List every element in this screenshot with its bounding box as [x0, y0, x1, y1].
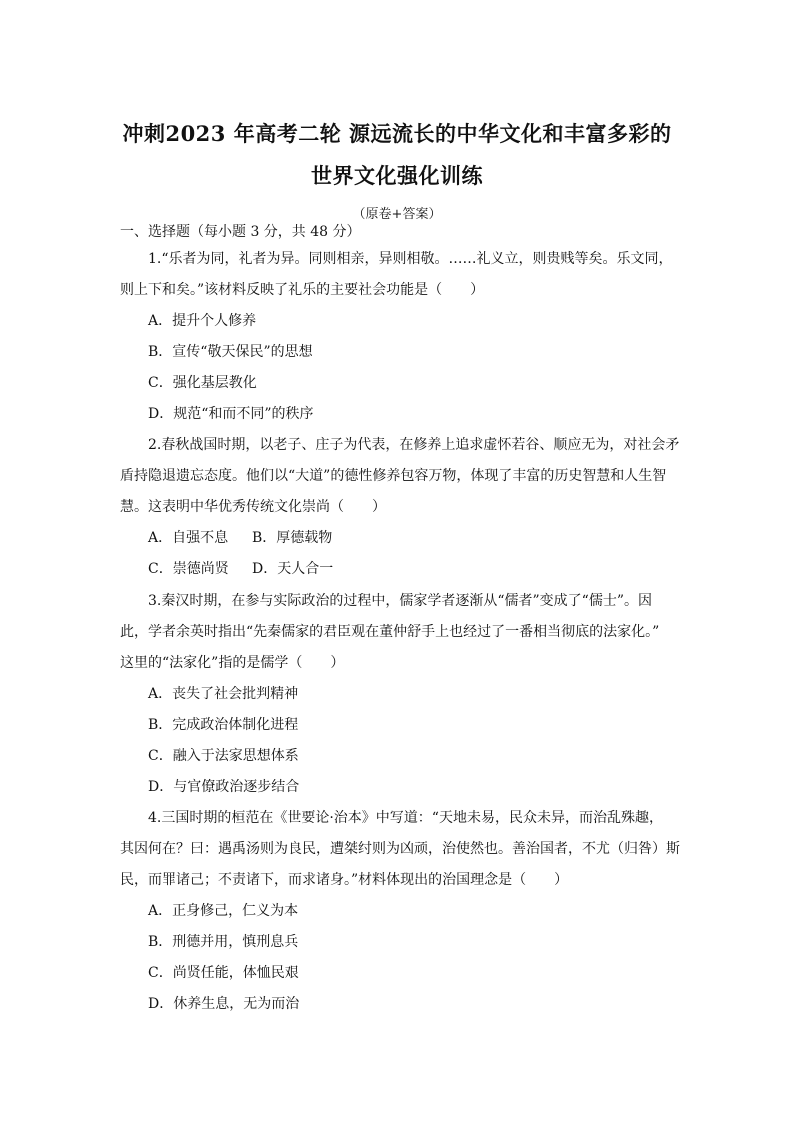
- q3-option-b: B．完成政治体制化进程: [148, 717, 299, 733]
- q4-line-1: 4.三国时期的桓范在《世要论·治本》中写道：“天地未易，民众未异，而治乱殊趣，: [148, 810, 663, 826]
- q2-line-3: 慧。这表明中华优秀传统文化崇尚（ ）: [120, 499, 386, 515]
- q3-option-c: C．融入于法家思想体系: [148, 748, 299, 764]
- q3-line-3: 这里的“法家化”指的是儒学（ ）: [120, 655, 345, 671]
- q2-line-1: 2.春秋战国时期，以老子、庄子为代表，在修养上追求虚怀若谷、顺应无为，对社会矛: [148, 437, 680, 453]
- q1-option-b: B．宣传“敬天保民”的思想: [148, 344, 313, 360]
- title-line-1: 冲刺2023 年高考二轮 源远流长的中华文化和丰富多彩的: [122, 121, 672, 146]
- q4-line-3: 民，而罪诸己；不责诸下，而求诸身。”材料体现出的治国理念是（ ）: [120, 872, 569, 888]
- q4-option-c: C．尚贤任能，体恤民艰: [148, 965, 299, 981]
- q4-line-2: 其因何在？曰：遇禹汤则为良民，遭桀纣则为凶顽，治使然也。善治国者，不尤（归咎）斯: [120, 841, 680, 857]
- q1-line-2: 则上下和矣。”该材料反映了礼乐的主要社会功能是（ ）: [120, 282, 485, 298]
- q1-option-d: D．规范“和而不同”的秩序: [148, 406, 314, 422]
- subtitle: （原卷+答案）: [352, 207, 442, 222]
- q4-option-d: D．休养生息，无为而治: [148, 996, 300, 1012]
- q3-option-d: D．与官僚政治逐步结合: [148, 779, 300, 795]
- q4-option-a: A．正身修己，仁义为本: [148, 903, 299, 919]
- q2-option-b: B．厚德载物: [252, 530, 333, 546]
- q1-option-a: A．提升个人修养: [148, 313, 257, 329]
- q3-line-2: 此，学者余英时指出“先秦儒家的君臣观在董仲舒手上也经过了一番相当彻底的法家化。”: [120, 624, 660, 640]
- q4-option-b: B．刑德并用，慎刑息兵: [148, 934, 299, 950]
- q3-line-1: 3.秦汉时期，在参与实际政治的过程中，儒家学者逐渐从“儒者”变成了“儒士”。因: [148, 593, 652, 609]
- q1-line-1: 1.“乐者为同，礼者为异。同则相亲，异则相敬。……礼义立，则贵贱等矣。乐文同，: [148, 251, 673, 267]
- q2-option-c: C．崇德尚贤: [148, 561, 229, 577]
- q2-option-a: A．自强不息: [148, 530, 229, 546]
- q3-option-a: A．丧失了社会批判精神: [148, 686, 299, 702]
- q1-option-c: C．强化基层教化: [148, 375, 257, 391]
- q2-option-d: D．天人合一: [252, 561, 334, 577]
- section-heading: 一、选择题（每小题 3 分，共 48 分）: [120, 224, 361, 240]
- q2-line-2: 盾持隐退遗忘态度。他们以“大道”的德性修养包容万物，体现了丰富的历史智慧和人生智: [120, 468, 667, 484]
- title-line-2: 世界文化强化训练: [311, 163, 483, 188]
